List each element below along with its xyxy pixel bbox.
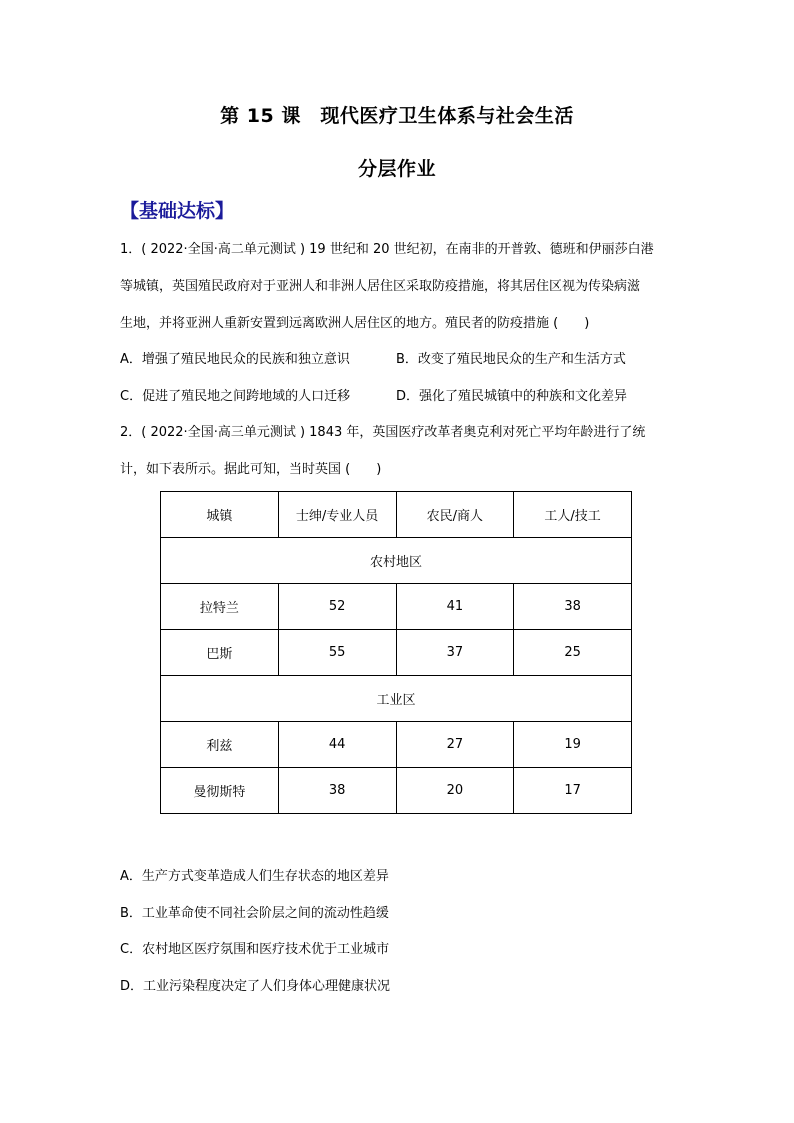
table-row <box>161 722 632 768</box>
table-cell: 27 <box>396 722 514 768</box>
page-title: 第 15 课 现代医疗卫生体系与社会生活 <box>220 105 574 127</box>
q1-option-b: B．改变了殖民地民众的生产和生活方式 <box>396 352 626 367</box>
table-cell: 44 <box>278 722 396 768</box>
table-header-cell: 士绅/专业人员 <box>278 492 396 538</box>
q2-stem-line-2: 计，如下表所示。据此可知，当时英国 ( ) <box>120 462 382 477</box>
q2-option-c: C．农村地区医疗氛围和医疗技术优于工业城市 <box>120 942 390 957</box>
mortality-table <box>160 491 632 814</box>
table-cell: 利兹 <box>161 722 279 768</box>
table-row <box>161 768 632 814</box>
table-cell: 25 <box>514 630 632 676</box>
table-cell: 37 <box>396 630 514 676</box>
table-row <box>161 584 632 630</box>
table-header-cell: 工人/技工 <box>514 492 632 538</box>
q2-option-a: A．生产方式变革造成人们生存状态的地区差异 <box>120 869 389 884</box>
table-header-row <box>161 492 632 538</box>
table-cell: 38 <box>278 768 396 814</box>
table-cell: 38 <box>514 584 632 630</box>
table-header-cell: 农民/商人 <box>396 492 514 538</box>
q1-stem-line-2: 等城镇，英国殖民政府对于亚洲人和非洲人居住区采取防疫措施，将其居住区视为传染病滋 <box>120 279 641 294</box>
section-heading: 【基础达标】 <box>120 200 235 222</box>
q1-stem-line-1: 1．( 2022·全国·高二单元测试 ) 19 世纪和 20 世纪初，在南非的开普敦、德班和伊丽莎白港 <box>120 242 654 257</box>
page-subtitle: 分层作业 <box>357 158 436 180</box>
q2-option-d: D．工业污染程度决定了人们身体心理健康状况 <box>120 979 391 994</box>
q1-option-d: D．强化了殖民城镇中的种族和文化差异 <box>396 389 628 404</box>
table-row <box>161 630 632 676</box>
q1-option-a: A．增强了殖民地民众的民族和独立意识 <box>120 352 350 367</box>
q2-stem-line-1: 2．( 2022·全国·高三单元测试 ) 1843 年，英国医疗改革者奥克利对死亡平均年龄进行了统 <box>120 425 646 440</box>
table-cell: 拉特兰 <box>161 584 279 630</box>
q1-stem-line-3: 生地，并将亚洲人重新安置到远离欧洲人居住区的地方。殖民者的防疫措施 ( ) <box>120 316 590 331</box>
table-section-row <box>161 676 632 722</box>
table-cell: 曼彻斯特 <box>161 768 279 814</box>
table-header-cell: 城镇 <box>161 492 279 538</box>
table-cell: 巴斯 <box>161 630 279 676</box>
table-section-row <box>161 538 632 584</box>
table-cell: 41 <box>396 584 514 630</box>
table-cell: 20 <box>396 768 514 814</box>
q2-option-b: B．工业革命使不同社会阶层之间的流动性趋缓 <box>120 906 389 921</box>
table-section-rural: 农村地区 <box>161 538 632 584</box>
q1-option-c: C．促进了殖民地之间跨地域的人口迁移 <box>120 389 351 404</box>
table-cell: 52 <box>278 584 396 630</box>
table-cell: 55 <box>278 630 396 676</box>
table-cell: 19 <box>514 722 632 768</box>
table-cell: 17 <box>514 768 632 814</box>
table-section-industrial: 工业区 <box>161 676 632 722</box>
